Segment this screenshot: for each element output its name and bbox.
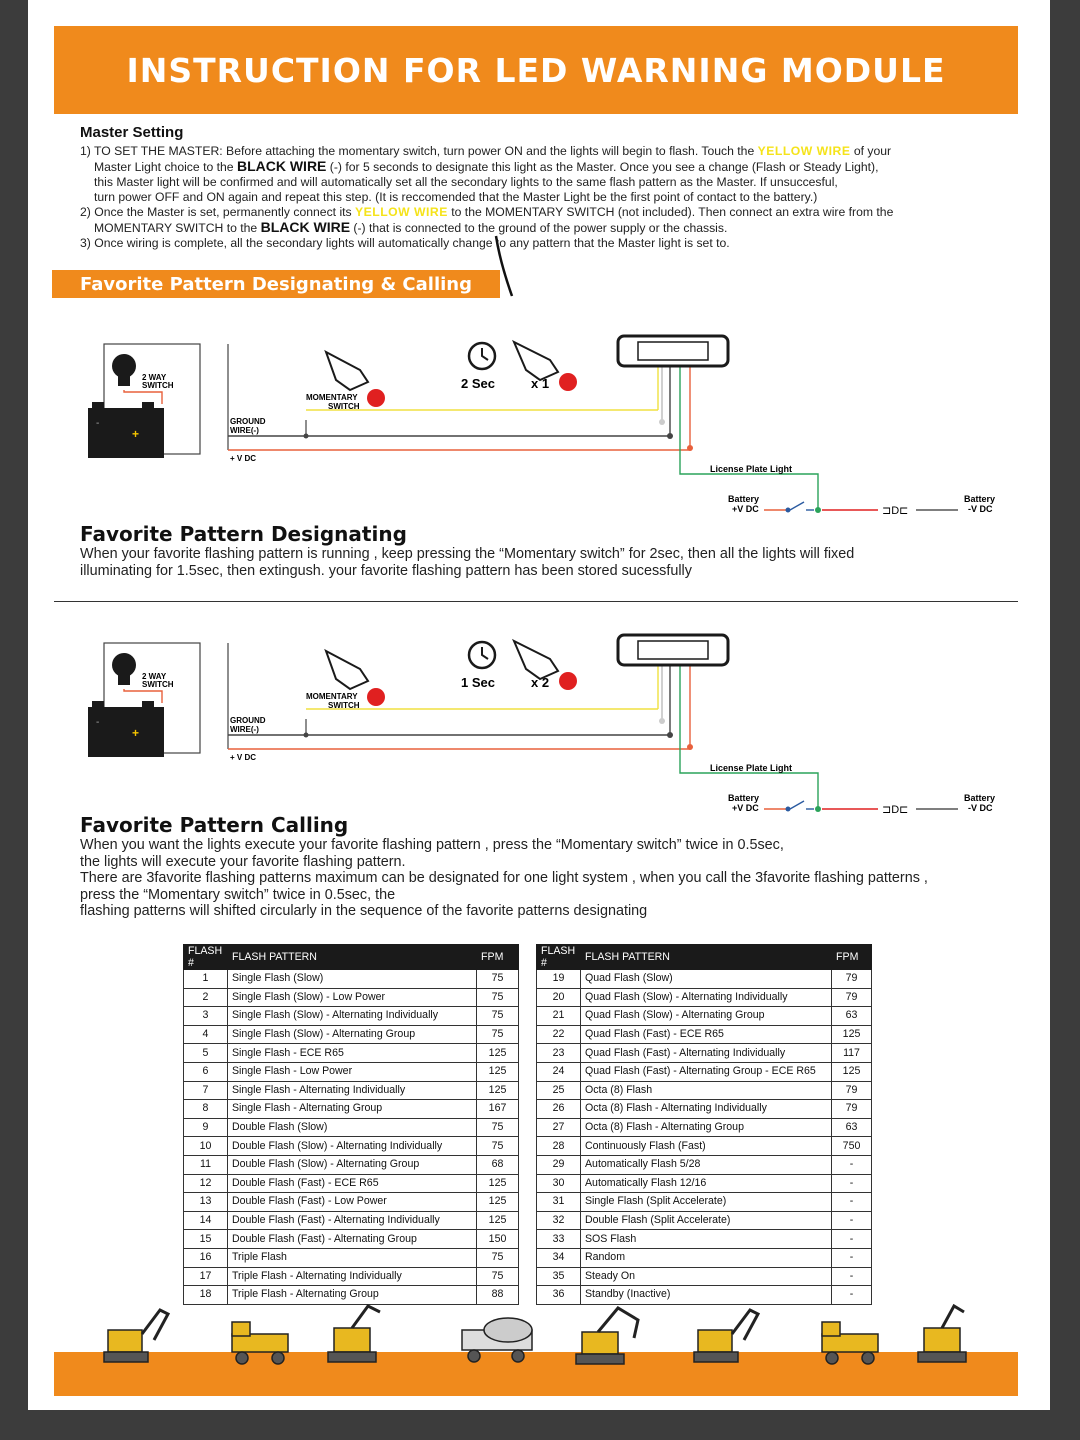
fpm-cell: 79 (832, 970, 872, 989)
svg-text:+: + (132, 427, 140, 441)
flash-number-cell: 11 (184, 1155, 228, 1174)
fpm-cell: 88 (477, 1286, 519, 1305)
title-banner (54, 26, 1018, 114)
svg-text:x 1: x 1 (531, 376, 550, 391)
flash-number-cell: 29 (537, 1155, 581, 1174)
flash-pattern-cell: Single Flash (Slow) - Alternating Group (227, 1025, 476, 1044)
svg-text:2 Sec: 2 Sec (461, 376, 495, 391)
fpm-cell: 125 (477, 1174, 519, 1193)
flash-pattern-cell: Single Flash (Slow) (227, 970, 476, 989)
svg-text:SWITCH: SWITCH (142, 680, 174, 689)
flash-pattern-cell: Double Flash (Split Accelerate) (580, 1211, 831, 1230)
table-row (184, 1248, 519, 1267)
flash-number-cell: 3 (184, 1007, 228, 1026)
flash-number-cell: 19 (537, 970, 581, 989)
svg-text:GROUND: GROUND (230, 716, 266, 725)
step-1-line-2: Master Light choice to the BLACK WIRE (-) for 5 seconds to designate this light as the Master. Once you see a change (Flash or Steady Light), (94, 158, 879, 174)
table-row (537, 1081, 872, 1100)
flash-pattern-cell: Triple Flash - Alternating Individually (227, 1267, 476, 1286)
flash-pattern-cell: Quad Flash (Slow) - Alternating Group (580, 1007, 831, 1026)
svg-text:GROUND: GROUND (230, 417, 266, 426)
svg-text:x 2: x 2 (531, 675, 550, 690)
svg-text:Battery: Battery (964, 793, 996, 803)
flash-number-cell: 22 (537, 1025, 581, 1044)
table-row (184, 1118, 519, 1137)
fpm-cell: 75 (477, 1248, 519, 1267)
table-row (537, 1044, 872, 1063)
svg-text:1 Sec: 1 Sec (461, 675, 495, 690)
concrete-mixer-icon (462, 1318, 532, 1362)
table-row (537, 1193, 872, 1212)
wiring-diagram-designating (78, 330, 998, 520)
flash-pattern-cell: Quad Flash (Fast) - Alternating Group - ECE R65 (580, 1062, 831, 1081)
fpm-cell: 125 (477, 1044, 519, 1063)
step-1-line-3: this Master light will be confirmed and will automatically set all the secondary lights to the same flash pattern as the Master. If unsuccesful, (94, 175, 838, 189)
flash-pattern-cell: Steady On (580, 1267, 831, 1286)
wiring-diagram-calling (78, 629, 998, 819)
svg-text:+ V DC: + V DC (230, 753, 257, 762)
fpm-cell: - (832, 1174, 872, 1193)
master-setting-heading: Master Setting (80, 124, 184, 141)
flash-pattern-cell: Double Flash (Fast) - Alternating Individually (227, 1211, 476, 1230)
svg-text:SWITCH: SWITCH (142, 381, 174, 390)
flash-pattern-cell: Single Flash (Split Accelerate) (580, 1193, 831, 1212)
table-row (537, 1174, 872, 1193)
col-flash-num: FLASH # (184, 945, 228, 970)
table-row (184, 1211, 519, 1230)
fpm-cell: 125 (832, 1062, 872, 1081)
flash-number-cell: 1 (184, 970, 228, 989)
svg-text:-: - (96, 717, 100, 728)
excavator-icon (576, 1308, 638, 1364)
flash-number-cell: 24 (537, 1062, 581, 1081)
flash-number-cell: 5 (184, 1044, 228, 1063)
flash-number-cell: 34 (537, 1248, 581, 1267)
table-row (537, 1137, 872, 1156)
construction-machines-illustration (98, 1300, 978, 1376)
license-bulb-icon (882, 804, 908, 816)
calling-text: When you want the lights execute your favorite flashing pattern , press the “Momentary switch” twice in 0.5sec, the lights will execute your favorite flashing pattern. There are 3favorite flashing patterns maximum can be designated for one light system , when you call the 3favorite flashing patterns , press the “Momentary switch” twice in 0.5sec, the flashing patterns will shifted circularly in the sequence of the favorite patterns designating (80, 837, 928, 919)
loader-truck-icon (232, 1322, 288, 1364)
flash-number-cell: 13 (184, 1193, 228, 1212)
pen-mark (488, 232, 518, 302)
flash-pattern-cell: Quad Flash (Slow) (580, 970, 831, 989)
svg-text:+V DC: +V DC (732, 803, 759, 813)
calling-heading: Favorite Pattern Calling (80, 813, 349, 837)
designating-text: When your favorite flashing pattern is running , keep pressing the “Momentary switch” for 2sec, then all the lights will fixed illuminating for 1.5sec, then extingush. your favorite flashing pattern has been stored sucessfully (80, 546, 855, 579)
table-row (537, 1118, 872, 1137)
step-2-line-2: MOMENTARY SWITCH to the BLACK WIRE (-) that is connected to the ground of the power supply or the chassis. (94, 219, 728, 235)
flash-pattern-cell: Quad Flash (Slow) - Alternating Individually (580, 988, 831, 1007)
col-fpm: FPM (832, 945, 872, 970)
svg-text:Battery: Battery (728, 793, 760, 803)
flash-pattern-cell: Single Flash - Low Power (227, 1062, 476, 1081)
flash-pattern-cell: Quad Flash (Fast) - Alternating Individually (580, 1044, 831, 1063)
flash-pattern-cell: Double Flash (Slow) (227, 1118, 476, 1137)
flash-number-cell: 8 (184, 1100, 228, 1119)
yellow-wire-label: YELLOW WIRE (757, 144, 851, 158)
flash-pattern-cell: Quad Flash (Fast) - ECE R65 (580, 1025, 831, 1044)
fpm-cell: 63 (832, 1007, 872, 1026)
fpm-cell: 75 (477, 988, 519, 1007)
flash-number-cell: 14 (184, 1211, 228, 1230)
fpm-cell: 75 (477, 1007, 519, 1026)
flash-pattern-cell: Double Flash (Fast) - Low Power (227, 1193, 476, 1212)
table-row (537, 1267, 872, 1286)
step-2-line-1: 2) Once the Master is set, permanently connect its YELLOW WIRE to the MOMENTARY SWITCH (not included). Then connect an extra wire from the (80, 205, 894, 219)
flash-pattern-cell: Standby (Inactive) (580, 1286, 831, 1305)
flash-pattern-table-left (183, 944, 519, 1305)
svg-text:Battery: Battery (728, 494, 760, 504)
flash-pattern-cell: Automatically Flash 5/28 (580, 1155, 831, 1174)
step-3-line: 3) Once wiring is complete, all the secondary lights will automatically change to any pattern that the Master light is set to. (80, 236, 730, 250)
svg-text:+: + (132, 726, 140, 740)
page-title: INSTRUCTION FOR LED WARNING MODULE (126, 50, 946, 90)
fpm-cell: - (832, 1230, 872, 1249)
fpm-cell: - (832, 1248, 872, 1267)
flash-number-cell: 27 (537, 1118, 581, 1137)
fpm-cell: - (832, 1211, 872, 1230)
svg-text:WIRE(-): WIRE(-) (230, 426, 259, 435)
flash-pattern-cell: Octa (8) Flash (580, 1081, 831, 1100)
flash-pattern-cell: Single Flash - Alternating Individually (227, 1081, 476, 1100)
fpm-cell: 79 (832, 1100, 872, 1119)
flash-number-cell: 25 (537, 1081, 581, 1100)
flash-number-cell: 7 (184, 1081, 228, 1100)
flash-number-cell: 23 (537, 1044, 581, 1063)
col-flash-pattern: FLASH PATTERN (227, 945, 476, 970)
flash-number-cell: 18 (184, 1286, 228, 1305)
step-1-line-4: turn power OFF and ON again and repeat this step. (It is reccomended that the Master Light be the first point of contact to the battery.) (94, 190, 818, 204)
fpm-cell: 75 (477, 970, 519, 989)
flash-number-cell: 36 (537, 1286, 581, 1305)
yellow-wire-label: YELLOW WIRE (355, 205, 448, 219)
designating-heading: Favorite Pattern Designating (80, 522, 407, 546)
col-flash-num: FLASH # (537, 945, 581, 970)
flash-pattern-cell: Double Flash (Fast) - ECE R65 (227, 1174, 476, 1193)
battery-icon (88, 402, 164, 458)
svg-text:Battery: Battery (964, 494, 996, 504)
flash-number-cell: 9 (184, 1118, 228, 1137)
fpm-cell: 75 (477, 1267, 519, 1286)
svg-text:⊐D⊏: ⊐D⊏ (882, 505, 909, 517)
momentary-switch-icon (306, 352, 385, 411)
table-row (184, 1007, 519, 1026)
svg-text:WIRE(-): WIRE(-) (230, 725, 259, 734)
flash-number-cell: 20 (537, 988, 581, 1007)
flash-number-cell: 15 (184, 1230, 228, 1249)
table-row (184, 1137, 519, 1156)
battery-icon (88, 701, 164, 757)
svg-text:-V DC: -V DC (968, 803, 993, 813)
flash-pattern-cell: Triple Flash - Alternating Group (227, 1286, 476, 1305)
fpm-cell: - (832, 1193, 872, 1212)
flash-number-cell: 2 (184, 988, 228, 1007)
flash-number-cell: 10 (184, 1137, 228, 1156)
step-1-line-1: 1) TO SET THE MASTER: Before attaching the momentary switch, turn power ON and the lights will begin to flash. Touch the YELLOW WIRE of your (80, 144, 892, 158)
fpm-cell: 150 (477, 1230, 519, 1249)
flash-number-cell: 35 (537, 1267, 581, 1286)
fpm-cell: 125 (477, 1062, 519, 1081)
instruction-sheet (28, 0, 1050, 1410)
excavator-icon (328, 1306, 380, 1362)
fpm-cell: 75 (477, 1137, 519, 1156)
table-row (537, 1025, 872, 1044)
table-row (184, 1155, 519, 1174)
flash-pattern-cell: Double Flash (Fast) - Alternating Group (227, 1230, 476, 1249)
excavator-icon (104, 1310, 168, 1362)
flash-pattern-cell: Random (580, 1248, 831, 1267)
table-row (184, 1193, 519, 1212)
table-row (184, 1267, 519, 1286)
flash-number-cell: 28 (537, 1137, 581, 1156)
fpm-cell: 125 (832, 1025, 872, 1044)
flash-pattern-cell: Single Flash - ECE R65 (227, 1044, 476, 1063)
table-row (184, 1230, 519, 1249)
fpm-cell: 68 (477, 1155, 519, 1174)
flash-pattern-table-right (536, 944, 872, 1305)
flash-number-cell: 33 (537, 1230, 581, 1249)
flash-pattern-cell: Continuously Flash (Fast) (580, 1137, 831, 1156)
fpm-cell: 167 (477, 1100, 519, 1119)
flash-number-cell: 30 (537, 1174, 581, 1193)
svg-text:License Plate Light: License Plate Light (710, 464, 793, 474)
table-row (537, 1248, 872, 1267)
table-row (184, 1025, 519, 1044)
loader-truck-icon (822, 1322, 878, 1364)
table-row (184, 970, 519, 989)
svg-text:SWITCH: SWITCH (328, 402, 360, 411)
svg-text:MOMENTARY: MOMENTARY (306, 393, 358, 402)
flash-pattern-cell: Octa (8) Flash - Alternating Group (580, 1118, 831, 1137)
table-row (537, 988, 872, 1007)
fpm-cell: 750 (832, 1137, 872, 1156)
license-bulb-icon (882, 505, 908, 517)
flash-number-cell: 6 (184, 1062, 228, 1081)
flash-number-cell: 17 (184, 1267, 228, 1286)
table-row (184, 1062, 519, 1081)
flash-pattern-cell: Octa (8) Flash - Alternating Individually (580, 1100, 831, 1119)
svg-text:⊐D⊏: ⊐D⊏ (882, 804, 909, 816)
table-row (537, 1155, 872, 1174)
table-row (537, 1062, 872, 1081)
svg-text:MOMENTARY: MOMENTARY (306, 692, 358, 701)
flash-number-cell: 12 (184, 1174, 228, 1193)
black-wire-label: BLACK WIRE (236, 158, 327, 174)
svg-text:-V DC: -V DC (968, 504, 993, 514)
flash-number-cell: 16 (184, 1248, 228, 1267)
col-fpm: FPM (477, 945, 519, 970)
table-row (184, 1081, 519, 1100)
fpm-cell: 117 (832, 1044, 872, 1063)
table-row (184, 1044, 519, 1063)
flash-number-cell: 31 (537, 1193, 581, 1212)
favorite-pattern-bar: Favorite Pattern Designating & Calling (52, 270, 500, 298)
svg-text:2 WAY: 2 WAY (142, 373, 167, 382)
fpm-cell: 125 (477, 1081, 519, 1100)
excavator-icon (694, 1310, 758, 1362)
fpm-cell: 125 (477, 1211, 519, 1230)
led-module-icon (618, 336, 728, 366)
black-wire-label: BLACK WIRE (260, 219, 351, 235)
table-row (184, 988, 519, 1007)
alarm-clock-icon (469, 642, 495, 668)
flash-pattern-cell: Single Flash - Alternating Group (227, 1100, 476, 1119)
fpm-cell: - (832, 1267, 872, 1286)
svg-text:+ V DC: + V DC (230, 454, 257, 463)
led-module-icon (618, 635, 728, 665)
flash-number-cell: 32 (537, 1211, 581, 1230)
flash-pattern-cell: Double Flash (Slow) - Alternating Group (227, 1155, 476, 1174)
alarm-clock-icon (469, 343, 495, 369)
fpm-cell: - (832, 1286, 872, 1305)
fpm-cell: 125 (477, 1193, 519, 1212)
svg-text:License Plate Light: License Plate Light (710, 763, 793, 773)
fpm-cell: 75 (477, 1025, 519, 1044)
flash-pattern-cell: SOS Flash (580, 1230, 831, 1249)
momentary-switch-icon (306, 651, 385, 710)
table-row (537, 1230, 872, 1249)
flash-number-cell: 4 (184, 1025, 228, 1044)
fpm-cell: 75 (477, 1118, 519, 1137)
section-divider (54, 601, 1018, 602)
table-row (537, 1100, 872, 1119)
fpm-cell: 79 (832, 988, 872, 1007)
svg-text:SWITCH: SWITCH (328, 701, 360, 710)
table-row (537, 1211, 872, 1230)
flash-pattern-cell: Automatically Flash 12/16 (580, 1174, 831, 1193)
fpm-cell: - (832, 1155, 872, 1174)
flash-number-cell: 21 (537, 1007, 581, 1026)
flash-pattern-cell: Single Flash (Slow) - Low Power (227, 988, 476, 1007)
fpm-cell: 63 (832, 1118, 872, 1137)
fpm-cell: 79 (832, 1081, 872, 1100)
table-row (184, 1100, 519, 1119)
flash-pattern-cell: Triple Flash (227, 1248, 476, 1267)
excavator-icon (918, 1306, 966, 1362)
flash-pattern-cell: Double Flash (Slow) - Alternating Individually (227, 1137, 476, 1156)
svg-text:2 WAY: 2 WAY (142, 672, 167, 681)
table-row (537, 1007, 872, 1026)
col-flash-pattern: FLASH PATTERN (580, 945, 831, 970)
table-row (184, 1174, 519, 1193)
svg-text:+V DC: +V DC (732, 504, 759, 514)
svg-text:-: - (96, 418, 100, 429)
table-row (537, 970, 872, 989)
flash-number-cell: 26 (537, 1100, 581, 1119)
flash-pattern-cell: Single Flash (Slow) - Alternating Individually (227, 1007, 476, 1026)
master-setting-text (80, 144, 1010, 251)
